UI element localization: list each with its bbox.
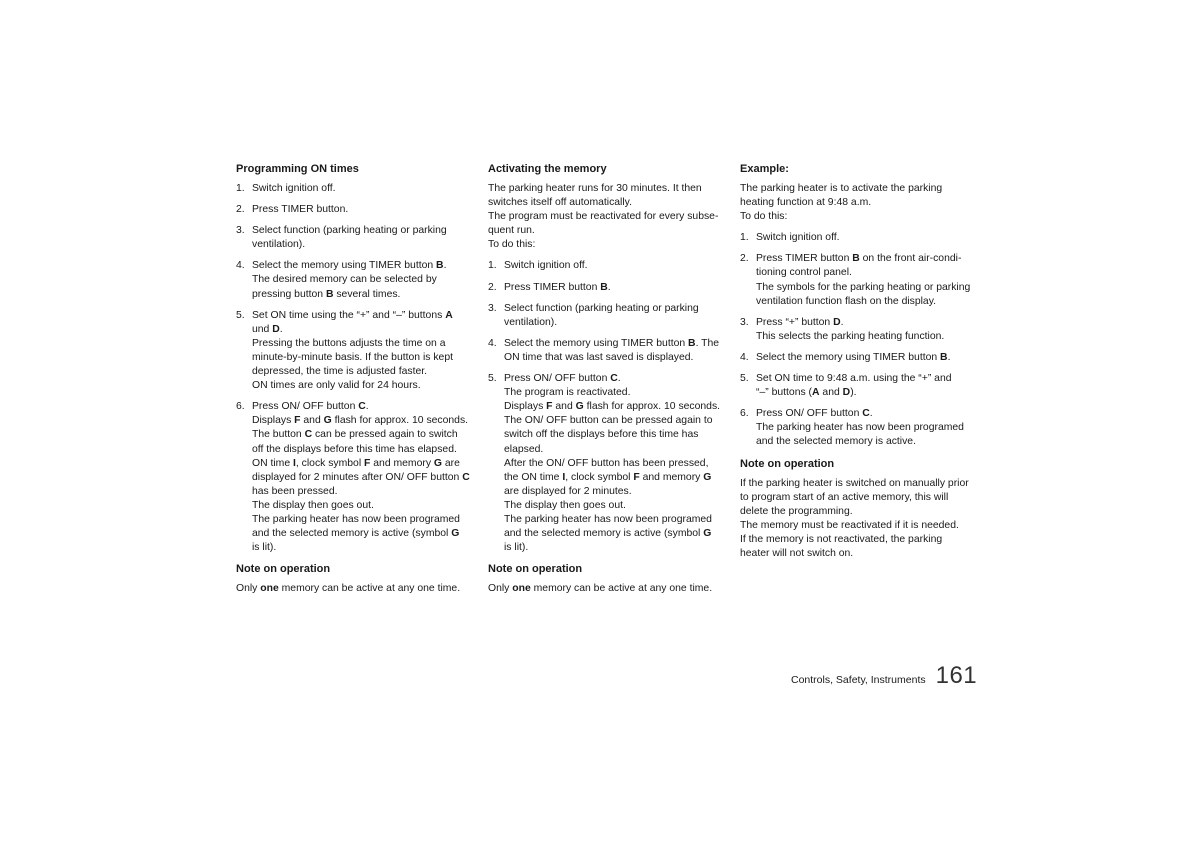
text-line: Select the memory using TIMER button B.	[252, 260, 447, 272]
note-text: Only one memory can be active at any one time.	[236, 583, 461, 595]
note-heading: Note on operation	[740, 457, 835, 470]
text-line: heating function at 9:48 a.m.	[740, 197, 872, 209]
step-item	[236, 203, 476, 217]
steps-list	[740, 231, 980, 449]
text-line: This selects the parking heating function.	[756, 330, 945, 342]
step-item	[740, 231, 980, 245]
text-line: Pressing the buttons adjusts the time on a	[252, 337, 446, 349]
text-line: The symbols for the parking heating or parking	[756, 281, 971, 293]
step-item	[488, 259, 728, 273]
text-line: Select function (parking heating or parking	[504, 302, 699, 314]
step-item	[488, 302, 728, 330]
text-line: Switch ignition off.	[756, 232, 840, 244]
text-line: has been pressed.	[252, 485, 338, 497]
text-line: To do this:	[488, 239, 536, 251]
step-number: 6.	[236, 401, 245, 413]
section-label: Controls, Safety, Instruments	[791, 674, 926, 686]
text-line: elapsed.	[504, 443, 544, 455]
text-line: minute-by-minute basis. If the button is kept	[252, 351, 453, 363]
step-item	[740, 316, 980, 344]
note-heading: Note on operation	[236, 563, 331, 576]
step-number: 4.	[740, 351, 749, 363]
text-line: ON times are only valid for 24 hours.	[252, 380, 421, 392]
text-line: switch off the displays before this time has	[504, 429, 699, 441]
step-number: 2.	[488, 281, 497, 293]
text-line: The ON/ OFF button can be pressed again to	[504, 415, 713, 427]
text-line: is lit).	[504, 542, 529, 554]
step-number: 5.	[236, 309, 245, 321]
text-line: Press ON/ OFF button C.	[504, 373, 621, 385]
step-item	[236, 182, 476, 196]
text-line: to program start of an active memory, this will	[740, 491, 949, 503]
text-line: tioning control panel.	[756, 267, 852, 279]
text-line: Select the memory using TIMER button B. The	[504, 337, 720, 349]
text-line: The program is reactivated.	[504, 387, 631, 399]
step-number: 2.	[236, 204, 245, 216]
text-line: Select the memory using TIMER button B.	[756, 351, 951, 363]
text-line: The parking heater runs for 30 minutes. It then	[488, 183, 702, 194]
step-number: 4.	[236, 260, 245, 272]
text-line: ventilation).	[252, 239, 306, 251]
text-line: and the selected memory is active (symbol G	[504, 528, 712, 540]
text-line: und D.	[252, 323, 283, 335]
step-number: 3.	[236, 225, 245, 237]
text-line: ON time I, clock symbol F and memory G are	[252, 457, 460, 469]
step-item	[488, 337, 728, 365]
step-item	[236, 309, 476, 394]
text-line: Set ON time using the “+” and “–” buttons A	[252, 309, 453, 321]
column-example	[740, 160, 980, 568]
text-line: Displays F and G flash for approx. 10 seconds.	[252, 415, 469, 427]
step-item	[488, 372, 728, 555]
text-line: ON time that was last saved is displayed.	[504, 351, 694, 363]
text-line: Press “+” button D.	[756, 316, 844, 328]
column-activating-memory	[488, 160, 728, 603]
text-line: Press TIMER button B on the front air-condi-	[756, 253, 962, 265]
step-item	[236, 400, 476, 555]
text-line: The parking heater is to activate the parking	[740, 183, 943, 194]
step-number: 1.	[236, 183, 245, 194]
text-line: To do this:	[740, 211, 788, 223]
text-line: Press ON/ OFF button C.	[756, 408, 873, 420]
text-line: The parking heater has now been programed	[252, 513, 460, 525]
step-number: 4.	[488, 337, 497, 349]
text-line: The desired memory can be selected by	[252, 274, 437, 286]
text-line: If the parking heater is switched on manually prior	[740, 477, 969, 489]
text-line: delete the programming.	[740, 505, 853, 517]
step-item	[740, 372, 980, 400]
note-text: Only one memory can be active at any one time.	[488, 583, 713, 595]
column-programming-on-times	[236, 160, 476, 603]
text-line: The parking heater has now been programed	[504, 513, 712, 525]
text-line: The parking heater has now been programed	[756, 422, 964, 434]
text-line: Switch ignition off.	[504, 260, 588, 272]
text-line: are displayed for 2 minutes.	[504, 485, 632, 497]
text-line: The display then goes out.	[504, 499, 626, 511]
step-number: 6.	[740, 408, 749, 420]
section-heading: Activating the memory	[488, 163, 607, 175]
text-line: switches itself off automatically.	[488, 197, 632, 209]
text-line: and the selected memory is active.	[756, 436, 916, 448]
text-line: off the displays before this time has elapsed.	[252, 443, 457, 455]
steps-list	[236, 182, 476, 555]
text-line: ventilation function flash on the display.	[756, 295, 937, 307]
step-number: 3.	[488, 302, 497, 314]
text-line: The memory must be reactivated if it is needed.	[740, 519, 959, 531]
step-number: 3.	[740, 316, 749, 328]
text-line: the ON time I, clock symbol F and memory G	[504, 471, 712, 483]
text-line: ventilation).	[504, 316, 558, 328]
page-footer	[791, 662, 977, 690]
intro-paragraph	[740, 182, 980, 224]
page-number: 161	[935, 662, 978, 689]
text-line: The button C can be pressed again to switch	[252, 429, 458, 441]
text-line: heater will not switch on.	[740, 547, 854, 559]
text-line: is lit).	[252, 542, 277, 554]
text-line: and the selected memory is active (symbol G	[252, 528, 460, 540]
step-item	[488, 281, 728, 295]
text-line: quent run.	[488, 225, 535, 237]
step-number: 1.	[488, 260, 497, 272]
step-number: 1.	[740, 232, 749, 244]
text-line: Select function (parking heating or parking	[252, 225, 447, 237]
step-item	[740, 252, 980, 308]
text-line: The display then goes out.	[252, 499, 374, 511]
text-line: depressed, the time is adjusted faster.	[252, 366, 428, 378]
text-line: Press ON/ OFF button C.	[252, 401, 369, 413]
section-heading: Programming ON times	[236, 163, 359, 175]
text-line: Displays F and G flash for approx. 10 seconds.	[504, 401, 721, 413]
step-item	[236, 224, 476, 252]
text-line: “–” buttons (A and D).	[756, 387, 857, 399]
note-heading: Note on operation	[488, 563, 583, 576]
step-item	[740, 407, 980, 449]
step-number: 5.	[488, 373, 497, 385]
step-number: 5.	[740, 373, 749, 385]
text-line: Switch ignition off.	[252, 183, 336, 194]
text-line: Press TIMER button B.	[504, 281, 611, 293]
text-line: displayed for 2 minutes after ON/ OFF button C	[252, 471, 470, 483]
text-line: The program must be reactivated for every subse-	[488, 211, 719, 223]
text-line: After the ON/ OFF button has been pressed,	[504, 457, 709, 469]
steps-list	[488, 259, 728, 555]
text-line: If the memory is not reactivated, the parking	[740, 533, 943, 545]
section-heading: Example:	[740, 163, 789, 175]
step-number: 2.	[740, 253, 749, 265]
text-line: pressing button B several times.	[252, 288, 401, 300]
text-line: Press TIMER button.	[252, 204, 349, 216]
step-item	[740, 351, 980, 365]
intro-paragraph	[488, 182, 728, 252]
step-item	[236, 259, 476, 301]
note-text	[740, 477, 980, 562]
text-line: Set ON time to 9:48 a.m. using the “+” and	[756, 373, 952, 385]
